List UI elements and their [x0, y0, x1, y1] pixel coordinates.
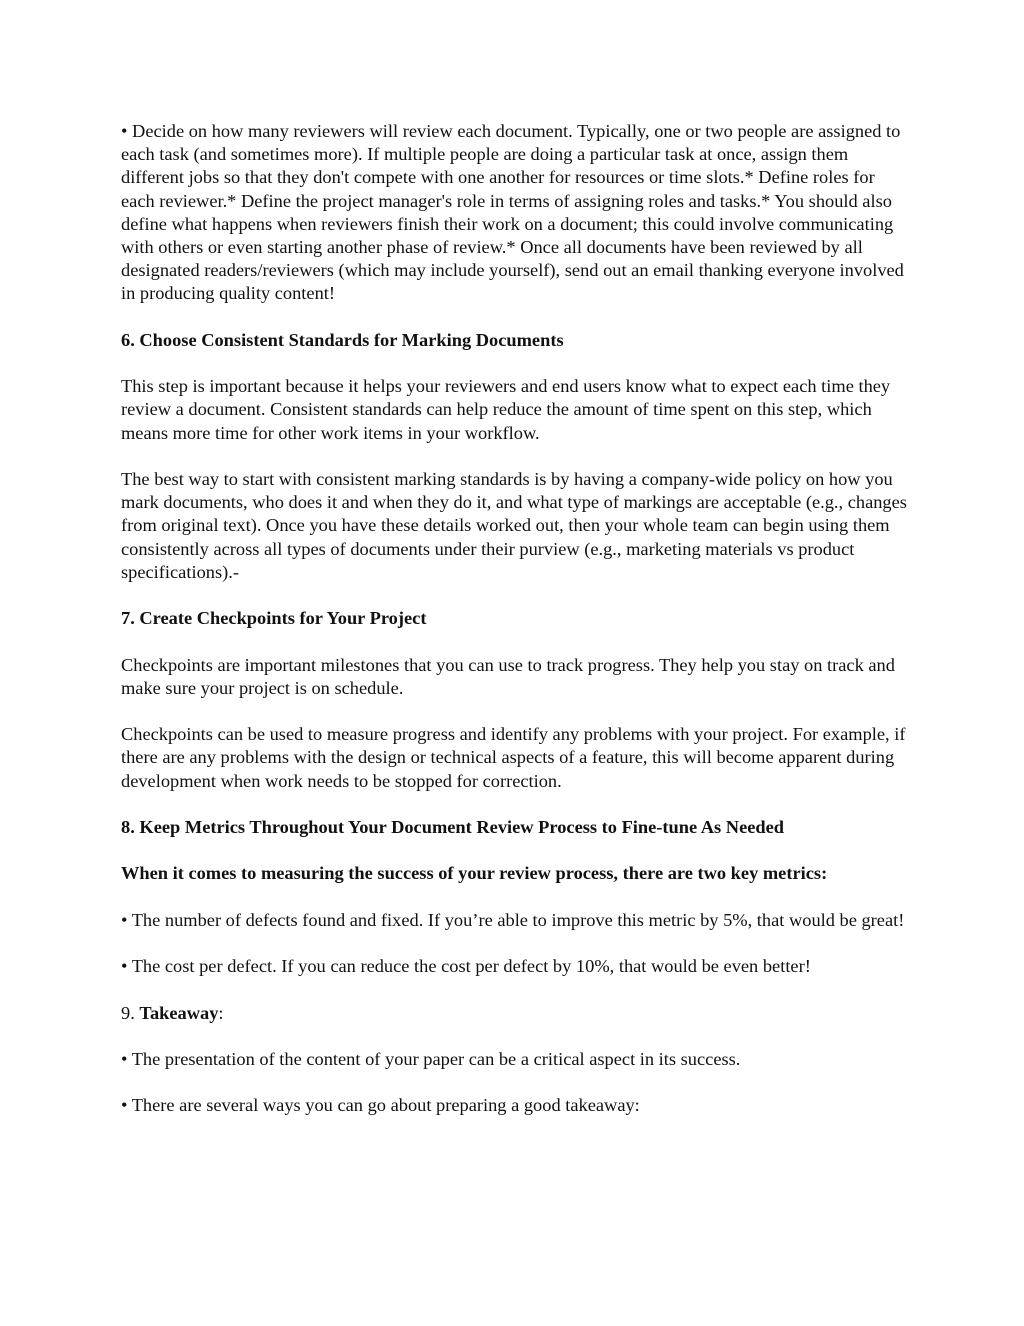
section-heading-7: 7. Create Checkpoints for Your Project — [121, 608, 427, 629]
bullet-defects-found: • The number of defects found and fixed. If you’re able to improve this metric by 5%, that would be great! — [121, 909, 905, 930]
section-number: 9. — [121, 1002, 140, 1023]
bullet-takeaway-ways: • There are several ways you can go about preparing a good takeaway: — [121, 1095, 640, 1116]
paragraph-checkpoints-usage: Checkpoints can be used to measure progress and identify any problems with your project. For example, if there are any problems with the design or technical aspects of a feature, this will become apparent during development when work needs to be stopped for correction. — [121, 724, 906, 791]
paragraph-standards-intro: This step is important because it helps your reviewers and end users know what to expect each time they review a document. Consistent standards can help reduce the amount of time spent on this step, which means more time for other work items in your workflow. — [121, 376, 891, 443]
takeaway-label: Takeaway — [139, 1002, 219, 1023]
takeaway-colon: : — [218, 1002, 224, 1023]
metrics-subheading: When it comes to measuring the success of your review process, there are two key metrics: — [121, 863, 828, 884]
paragraph-standards-policy: The best way to start with consistent marking standards is by having a company-wide policy on how you mark documents, who does it and when they do it, and what type of markings are acceptable (e.g., changes from original text). Once you have these details worked out, then your whole team can begin using them consistently across all types of documents under their purview (e.g., marketing materials vs product specifications).- — [121, 469, 907, 582]
section-heading-9 — [121, 1002, 911, 1025]
paragraph-checkpoints-intro: Checkpoints are important milestones that you can use to track progress. They help you stay on track and make sure your project is on schedule. — [121, 654, 895, 698]
bullet-presentation: • The presentation of the content of your paper can be a critical aspect in its success. — [121, 1048, 741, 1069]
section-heading-6: 6. Choose Consistent Standards for Marking Documents — [121, 329, 564, 350]
section-heading-8: 8. Keep Metrics Throughout Your Document Review Process to Fine-tune As Needed — [121, 816, 785, 837]
document-page — [121, 120, 911, 1141]
bullet-cost-per-defect: • The cost per defect. If you can reduce the cost per defect by 10%, that would be even better! — [121, 956, 811, 977]
bullet-paragraph-reviewers: • Decide on how many reviewers will review each document. Typically, one or two people are assigned to each task (and sometimes more). If multiple people are doing a particular task at once, assign them different jobs so that they don't compete with one another for resources or time slots.* Define roles for each reviewer.* Define the project manager's role in terms of assigning roles and tasks.* You should also define what happens when reviewers finish their work on a document; this could involve communicating with others or even starting another phase of review.* Once all documents have been reviewed by all designated readers/reviewers (which may include yourself), send out an email thanking everyone involved in producing quality content! — [121, 121, 904, 304]
